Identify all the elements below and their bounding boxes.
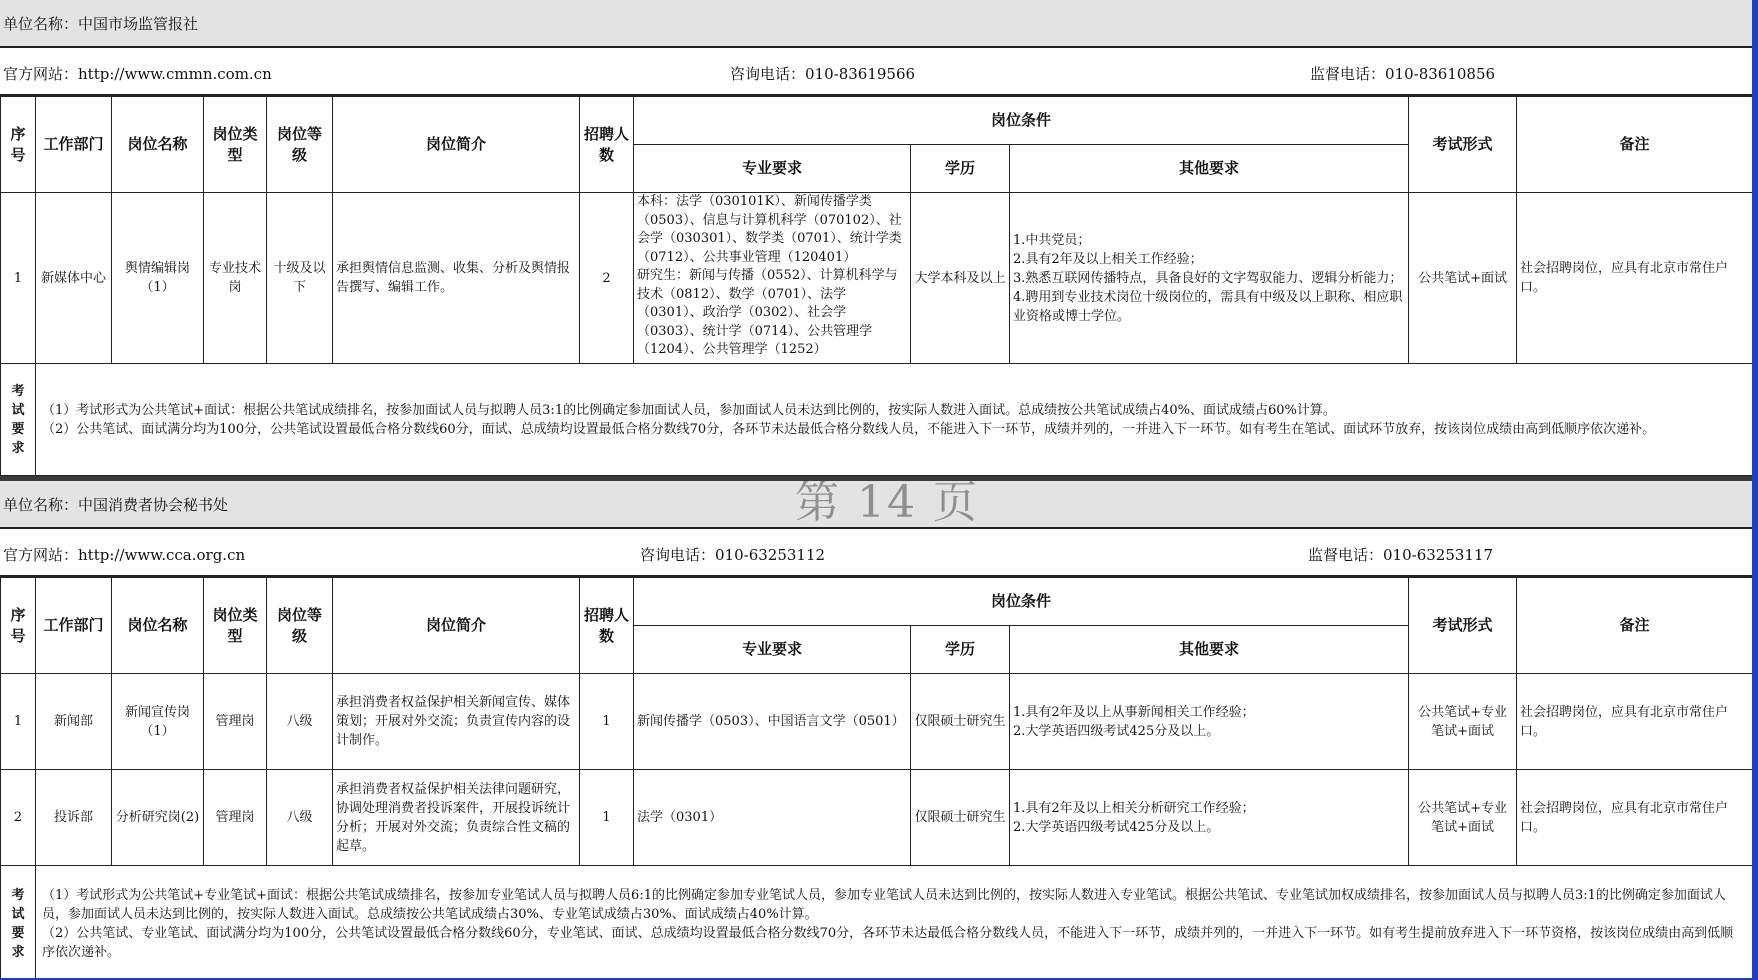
cell-intro: 承担消费者权益保护相关新闻宣传、媒体策划；开展对外交流；负责宣传内容的设计制作。 <box>333 674 580 770</box>
col-post-level: 岗位等级 <box>267 578 333 674</box>
col-post-name: 岗位名称 <box>112 97 204 193</box>
cell-count: 1 <box>580 770 634 866</box>
cell-dept: 投诉部 <box>36 770 112 866</box>
table-row <box>1 193 1753 364</box>
col-count: 招聘人数 <box>580 578 634 674</box>
cell-seq: 1 <box>1 193 36 364</box>
col-seq: 序号 <box>1 97 36 193</box>
supervise-phone: 监督电话：010-63253117 <box>1308 546 1494 564</box>
cell-education: 大学本科及以上 <box>911 193 1010 364</box>
col-count: 招聘人数 <box>580 97 634 193</box>
cell-exam: 公共笔试+面试 <box>1409 193 1517 364</box>
col-post-name: 岗位名称 <box>112 578 204 674</box>
col-conditions: 岗位条件 <box>634 97 1409 145</box>
supervise-phone: 监督电话：010-83610856 <box>1310 65 1496 83</box>
consult-phone: 咨询电话：010-83619566 <box>730 65 916 83</box>
cell-post-level: 十级及以下 <box>267 193 333 364</box>
website-link[interactable]: 官方网站：http://www.cmmn.com.cn <box>3 65 272 83</box>
page-number-watermark: 第 14 页 <box>795 477 979 528</box>
cell-education: 仅限硕士研究生 <box>911 770 1010 866</box>
col-other: 其他要求 <box>1010 145 1409 193</box>
col-post-type: 岗位类型 <box>204 97 267 193</box>
post-table <box>0 96 1752 476</box>
cell-post-type: 管理岗 <box>204 674 267 770</box>
table-row <box>1 770 1753 866</box>
cell-seq: 1 <box>1 674 36 770</box>
table-row <box>1 674 1753 770</box>
contact-bar <box>0 529 1752 577</box>
col-intro: 岗位简介 <box>333 578 580 674</box>
cell-education: 仅限硕士研究生 <box>911 674 1010 770</box>
requirement-item: （2）公共笔试、专业笔试、面试满分均为100分，公共笔试设置最低合格分数线60分，专业笔试、面试、总成绩均设置最低合格分数线70分，各环节未达最低合格分数线人员，不能进入下一环节，成绩并列的，一并进入下一环节。如有考生提前放弃进入下一环节资格，按该岗位成绩由高到低顺序依次递补。 <box>42 925 1734 960</box>
col-education: 学历 <box>911 626 1010 674</box>
cell-post-level: 八级 <box>267 770 333 866</box>
cell-post-type: 管理岗 <box>204 770 267 866</box>
cell-other: 1.中共党员； 2.具有2年及以上相关工作经验； 3.熟悉互联网传播特点，具备良好的文字驾驭能力、逻辑分析能力； 4.聘用到专业技术岗位十级岗位的，需具有中级及以上职称、相应职业资格或博士学位。 <box>1010 193 1409 364</box>
cell-exam: 公共笔试+专业笔试+面试 <box>1409 770 1517 866</box>
cell-major: 本科：法学（030101K）、新闻传播学类（0503）、信息与计算机科学（070102）、社会学（030301）、数学类（0701）、统计学类（0712）、公共事业管理（120401） 研究生：新闻与传播（0552）、计算机科学与技术（0812）、数学（0701）、法学（0301）、政治学（0302）、社会学（0303）、统计学（0714）、公共管理学（1204）、公共管理学（1252） <box>637 194 902 357</box>
col-conditions: 岗位条件 <box>634 578 1409 626</box>
cell-remark: 社会招聘岗位，应具有北京市常住户口。 <box>1517 770 1752 866</box>
col-exam: 考试形式 <box>1409 97 1517 193</box>
cell-major: 法学（0301） <box>634 770 911 866</box>
cell-post-type: 专业技术岗 <box>204 193 267 364</box>
cell-remark: 社会招聘岗位，应具有北京市常住户口。 <box>1517 674 1752 770</box>
cell-dept: 新闻部 <box>36 674 112 770</box>
contact-bar <box>0 48 1752 96</box>
consult-phone: 咨询电话：010-63253112 <box>640 546 826 564</box>
cell-seq: 2 <box>1 770 36 866</box>
exam-requirements <box>36 866 1753 979</box>
col-seq: 序号 <box>1 578 36 674</box>
cell-major: 新闻传播学（0503）、中国语言文学（0501） <box>634 674 911 770</box>
req-label: 考试要求 <box>1 364 36 476</box>
requirement-item: （1）考试形式为公共笔试+面试：根据公共笔试成绩排名，按参加面试人员与拟聘人员3:1的比例确定参加面试人员，参加面试人员未达到比例的，按实际人数进入面试。总成绩按公共笔试成绩占40%、面试成绩占60%计算。 <box>42 402 1336 418</box>
requirement-item: （2）公共笔试、面试满分均为100分，公共笔试设置最低合格分数线60分，面试、总成绩均设置最低合格分数线70分，各环节未达最低合格分数线人员，不能进入下一环节，成绩并列的，一并进入下一环节。如有考生在笔试、面试环节放弃，按该岗位成绩由高到低顺序依次递补。 <box>42 421 1656 437</box>
col-major: 专业要求 <box>634 145 911 193</box>
col-post-level: 岗位等级 <box>267 97 333 193</box>
website-link[interactable]: 官方网站：http://www.cca.org.cn <box>3 546 246 564</box>
cell-post-name: 新闻宣传岗（1） <box>112 674 204 770</box>
col-major: 专业要求 <box>634 626 911 674</box>
req-label: 考试要求 <box>1 866 36 979</box>
col-dept: 工作部门 <box>36 578 112 674</box>
unit-name: 单位名称：中国市场监管报社 <box>0 0 1752 48</box>
exam-requirements <box>36 364 1753 476</box>
cell-intro: 承担舆情信息监测、收集、分析及舆情报告撰写、编辑工作。 <box>333 193 580 364</box>
col-intro: 岗位简介 <box>333 97 580 193</box>
col-remark: 备注 <box>1517 578 1752 674</box>
col-education: 学历 <box>911 145 1010 193</box>
cell-remark: 社会招聘岗位，应具有北京市常住户口。 <box>1517 193 1752 364</box>
cell-post-name: 分析研究岗(2) <box>112 770 204 866</box>
cell-other: 1.具有2年及以上从事新闻相关工作经验； 2.大学英语四级考试425分及以上。 <box>1010 674 1409 770</box>
col-exam: 考试形式 <box>1409 578 1517 674</box>
cell-post-name: 舆情编辑岗（1） <box>112 193 204 364</box>
cell-intro: 承担消费者权益保护相关法律问题研究，协调处理消费者投诉案件，开展投诉统计分析；开展对外交流；负责综合性文稿的起草。 <box>333 770 580 866</box>
cell-post-level: 八级 <box>267 674 333 770</box>
cell-exam: 公共笔试+专业笔试+面试 <box>1409 674 1517 770</box>
col-remark: 备注 <box>1517 97 1752 193</box>
cell-dept: 新媒体中心 <box>36 193 112 364</box>
requirement-item: （1）考试形式为公共笔试+专业笔试+面试：根据公共笔试成绩排名，按参加专业笔试人员与拟聘人员6:1的比例确定参加专业笔试人员，参加专业笔试人员未达到比例的，按实际人数进入专业笔试。根据公共笔试、专业笔试加权成绩排名，按参加面试人员与拟聘人员3:1的比例确定参加面试人员，参加面试人员未达到比例的，按实际人数进入面试。总成绩按公共笔试成绩占30%、专业笔试成绩占30%、面试成绩占40%计算。 <box>42 887 1726 922</box>
post-table <box>0 577 1752 978</box>
cell-other: 1.具有2年及以上相关分析研究工作经验； 2.大学英语四级考试425分及以上。 <box>1010 770 1409 866</box>
cell-count: 2 <box>580 193 634 364</box>
cell-count: 1 <box>580 674 634 770</box>
unit-name: 单位名称：中国消费者协会秘书处 <box>0 481 1752 529</box>
col-post-type: 岗位类型 <box>204 578 267 674</box>
col-dept: 工作部门 <box>36 97 112 193</box>
col-other: 其他要求 <box>1010 626 1409 674</box>
